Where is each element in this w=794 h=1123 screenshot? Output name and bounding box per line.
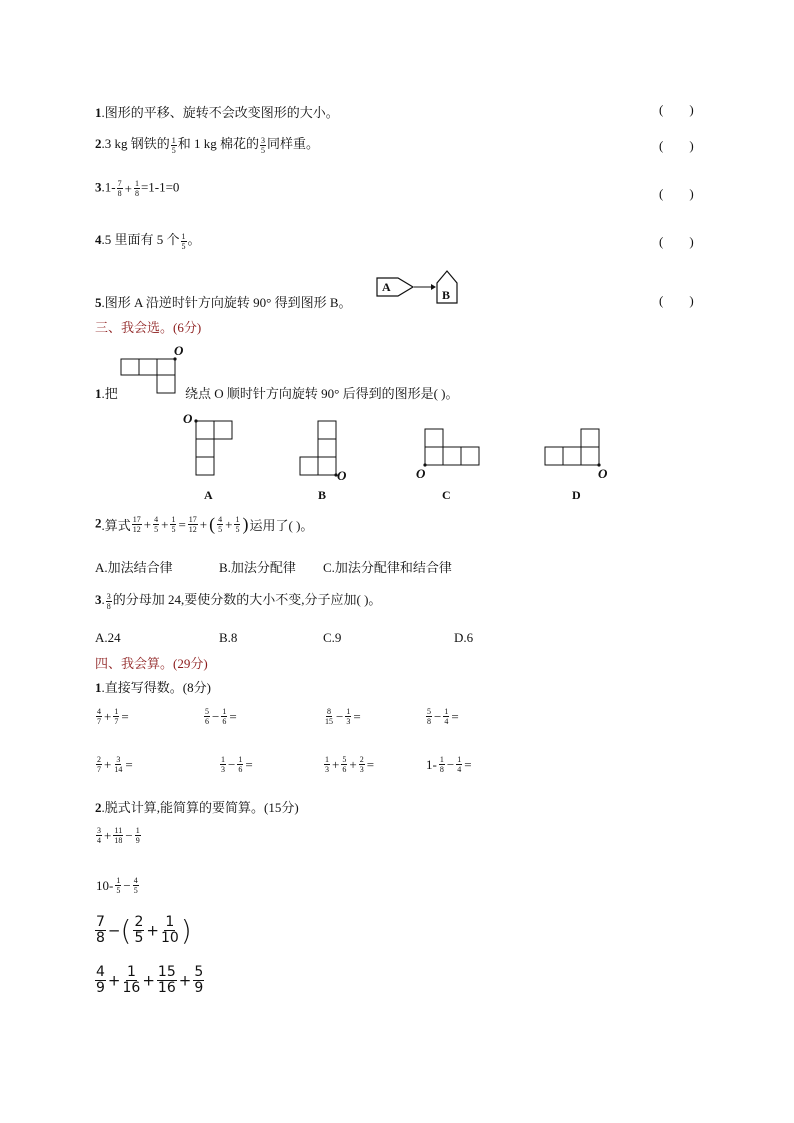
choice-q3 (95, 589, 381, 611)
q-text: =1-1=0 (140, 179, 180, 195)
oral-calc-1: $\frac{4}{7}$ + $\frac{1}{7}$ = (97, 707, 129, 726)
option-d-figure[interactable] (543, 426, 603, 471)
judge-q3 (95, 179, 179, 198)
q-text: .图形 A 沿逆时针方向旋转 90° 得到图形 B。 (101, 295, 352, 310)
fraction: $\frac{1}{5}$ (181, 231, 186, 251)
q-number: 3 (95, 592, 102, 607)
step-calc-1: $\frac{3}{4}$ + $\frac{11}{18}$ − $\frac{1}{9}$ (97, 826, 140, 845)
option-d-o-label: O (598, 466, 608, 481)
q-text: 运用了( )。 (249, 518, 314, 533)
q-number: 4 (95, 232, 102, 247)
option-c-label[interactable]: C (442, 488, 451, 502)
calc-q2-title (95, 797, 299, 816)
q-text: .1- (101, 179, 116, 195)
choice-q3-opt-a[interactable]: A.24 (95, 630, 121, 645)
fraction: $\frac{1}{8}$ (134, 179, 139, 198)
answer-paren[interactable]: ( ) (659, 138, 694, 153)
choice-q3-opt-d[interactable]: D.6 (454, 630, 474, 645)
q-text: .5 里面有 5 个 (101, 232, 180, 247)
fraction: $\frac{1}{5}$ (171, 135, 176, 155)
q-number: 1 (95, 680, 102, 695)
option-b-o-label: O (337, 468, 347, 483)
step-calc-4: $\frac{4}{9}$ + $\frac{1}{16}$ + $\frac{15}{16}$ + $\frac{5}{9}$ (96, 964, 204, 996)
equals-sign: = (178, 516, 186, 532)
point-o-label: O (174, 343, 184, 358)
q-text: .3 kg 钢铁的 (101, 136, 170, 151)
q-number: 5 (95, 295, 102, 310)
option-d-label[interactable]: D (572, 488, 581, 502)
q-text: .算式 (101, 518, 131, 533)
q-text: 同样重。 (267, 136, 320, 151)
choice-q1-post: 绕点 O 顺时针方向旋转 90° 后得到的图形是( )。 (185, 386, 459, 401)
q-text: . (101, 592, 105, 607)
plus-sign: + (225, 516, 233, 532)
choice-q1-pre (95, 383, 118, 402)
option-a-label[interactable]: A (204, 488, 213, 502)
calc-q1-title (95, 677, 211, 696)
section-title: 四、我会算。(29分) (95, 656, 208, 671)
judge-q2 (95, 133, 319, 155)
answer-paren[interactable]: ( ) (659, 186, 694, 201)
right-paren: ) (242, 514, 249, 534)
shape-a-label: A (382, 280, 391, 294)
oral-calc-8: 1- $\frac{1}{8}$ − $\frac{1}{4}$ = (426, 755, 472, 774)
oral-calc-4: $\frac{5}{8}$ − $\frac{1}{4}$ = (427, 707, 459, 726)
fraction: $\frac{3}{5}$ (261, 135, 266, 155)
fraction: $\frac{3}{8}$ (106, 591, 111, 611)
option-b-label[interactable]: B (318, 488, 327, 502)
plus-sign: + (124, 180, 132, 196)
oral-calc-5: $\frac{2}{7}$ + $\frac{3}{14}$ = (97, 755, 133, 774)
q-number: 1 (95, 105, 102, 120)
plus-sign: + (199, 516, 208, 532)
oral-calc-3: $\frac{8}{15}$ − $\frac{1}{3}$ = (325, 707, 361, 726)
option-a-o-label: O (183, 411, 193, 426)
q-text: .脱式计算,能简算的要简算。(15分) (101, 800, 299, 815)
oral-calc-2: $\frac{5}{6}$ − $\frac{1}{6}$ = (205, 707, 237, 726)
fraction: $\frac{17}{12}$ (132, 515, 141, 534)
answer-paren[interactable]: ( ) (659, 293, 694, 308)
choice-q2 (95, 514, 313, 535)
plus-sign: + (143, 516, 152, 532)
q-text: 和 1 kg 棉花的 (177, 136, 260, 151)
choice-q3-opt-c[interactable]: C.9 (323, 630, 342, 645)
arrow-head (431, 284, 436, 290)
q-text: .把 (101, 386, 118, 401)
section-title: 三、我会选。(6分) (95, 320, 202, 335)
option-c-figure[interactable] (422, 426, 482, 471)
q-text: 。 (187, 232, 201, 247)
q-number: 2 (95, 136, 102, 151)
fraction: $\frac{7}{8}$ (117, 179, 122, 198)
judge-q5 (95, 292, 352, 311)
choice-q2-opt-c[interactable]: C.加法分配律和结合律 (323, 560, 452, 575)
answer-paren[interactable]: ( ) (659, 102, 694, 117)
answer-paren[interactable]: ( ) (659, 234, 694, 249)
fraction: $\frac{4}{5}$ (154, 515, 159, 534)
judge-q4 (95, 229, 201, 251)
q-number: 1 (95, 386, 102, 401)
choice-q2-opt-a[interactable]: A.加法结合律 (95, 560, 173, 575)
judge-q1 (95, 102, 339, 121)
fraction: $\frac{1}{5}$ (235, 515, 240, 534)
q-number: 2 (95, 515, 102, 531)
option-c-o-label: O (416, 466, 426, 481)
q-text: .直接写得数。(8分) (101, 680, 211, 695)
fraction: $\frac{17}{12}$ (188, 515, 197, 534)
shape-b-label: B (442, 288, 451, 302)
left-paren: ( (209, 514, 216, 534)
oral-calc-7: $\frac{1}{3}$ + $\frac{5}{6}$ + $\frac{2}{3}$ = (325, 755, 375, 774)
choice-q2-opt-b[interactable]: B.加法分配律 (219, 560, 296, 575)
q-number: 3 (95, 179, 102, 195)
fraction: $\frac{4}{5}$ (218, 515, 223, 534)
q-text: .图形的平移、旋转不会改变图形的大小。 (101, 105, 339, 120)
step-calc-2: 10- $\frac{1}{5}$ − $\frac{4}{5}$ (96, 876, 138, 895)
choice-q3-opt-b[interactable]: B.8 (219, 630, 238, 645)
q-number: 2 (95, 800, 102, 815)
plus-sign: + (161, 516, 169, 532)
q-text: 的分母加 24,要使分数的大小不变,分子应加( )。 (112, 592, 382, 607)
option-a-figure[interactable] (186, 410, 236, 480)
step-calc-3: $\frac{7}{8}$ −( $\frac{2}{5}$ + $\frac{1}{10}$ ) (96, 914, 192, 947)
oral-calc-6: $\frac{1}{3}$ − $\frac{1}{6}$ = (221, 755, 253, 774)
fraction: $\frac{1}{5}$ (171, 515, 176, 534)
